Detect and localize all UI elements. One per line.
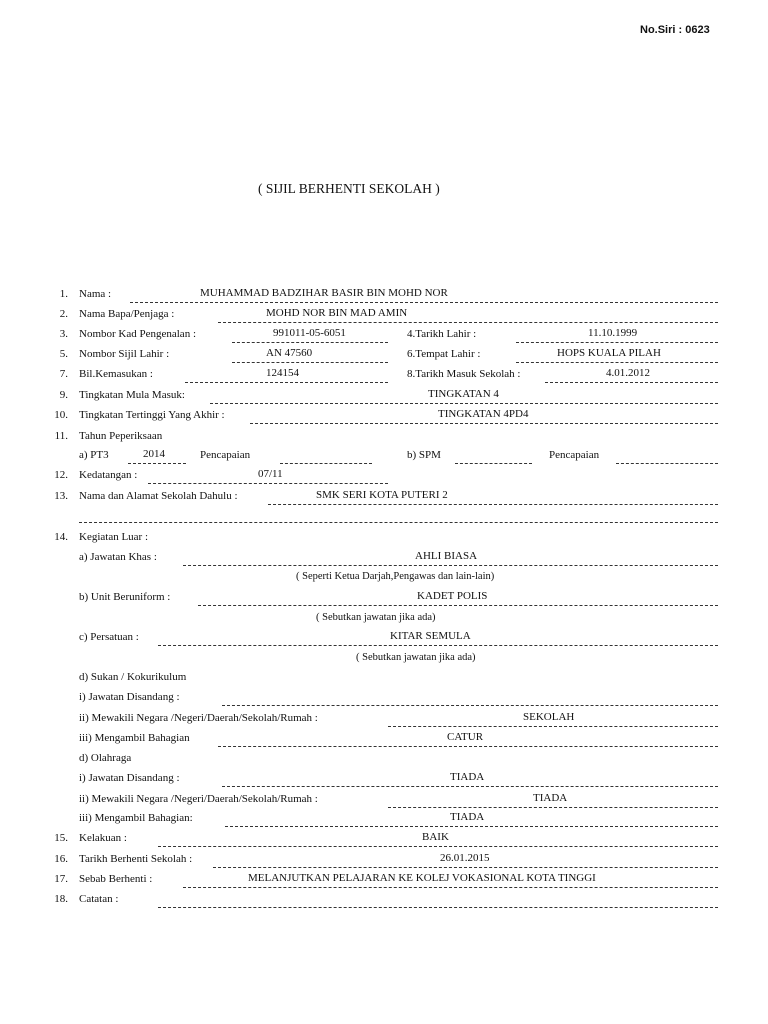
exam-year-label: Tahun Peperiksaan: [79, 430, 163, 442]
conduct-value: BAIK: [422, 831, 449, 843]
special-post-line: [183, 565, 718, 566]
ic-line: [232, 342, 388, 343]
sports-represent-value: SEKOLAH: [523, 711, 575, 723]
row-10-number: 10.: [54, 409, 68, 421]
spm-label: b) SPM: [407, 449, 441, 461]
remarks-label: Catatan :: [79, 893, 119, 905]
pt3-result-line: [280, 463, 372, 464]
leave-reason-label: Sebab Berhenti :: [79, 873, 153, 885]
club-label: c) Persatuan :: [79, 631, 139, 643]
pob-value: HOPS KUALA PILAH: [557, 347, 661, 359]
pt3-year-line: [128, 463, 186, 464]
athletics-participate-label: iii) Mengambil Bahagian:: [79, 812, 193, 824]
sports-participate-label: iii) Mengambil Bahagian: [79, 732, 190, 744]
remarks-line: [158, 907, 718, 908]
athletics-represent-value: TIADA: [533, 792, 568, 804]
name-value: MUHAMMAD BADZIHAR BASIR BIN MOHD NOR: [200, 287, 448, 299]
special-post-value: AHLI BIASA: [415, 550, 478, 562]
prev-school-value: SMK SERI KOTA PUTERI 2: [316, 489, 448, 501]
athletics-participate-value: TIADA: [450, 811, 485, 823]
special-post-label: a) Jawatan Khas :: [79, 551, 157, 563]
row-13-number: 13.: [54, 490, 68, 502]
athletics-represent-line: [388, 807, 718, 808]
row-15-number: 15.: [54, 832, 68, 844]
admission-value: 124154: [266, 367, 299, 379]
leave-date-value: 26.01.2015: [440, 852, 490, 864]
name-label: Nama :: [79, 288, 112, 300]
spm-year-line: [455, 463, 532, 464]
sports-label: d) Sukan / Kokurikulum: [79, 671, 187, 683]
pt3-year: 2014: [143, 448, 165, 460]
row-9-number: 9.: [59, 389, 68, 401]
leave-date-line: [213, 867, 718, 868]
club-note: ( Sebutkan jawatan jika ada): [356, 652, 476, 663]
pt3-label: a) PT3: [79, 449, 109, 461]
entry-date-line: [545, 382, 718, 383]
highest-form-line: [250, 423, 718, 424]
birthcert-line: [232, 362, 388, 363]
leave-reason-line: [183, 887, 718, 888]
row-11-number: 11.: [54, 430, 68, 442]
club-line: [158, 645, 718, 646]
highest-form-value: TINGKATAN 4PD4: [438, 408, 529, 420]
start-form-line: [210, 403, 718, 404]
row-5-number: 5.: [59, 348, 68, 360]
row-7-number: 7.: [59, 368, 68, 380]
entry-date-value: 4.01.2012: [606, 367, 650, 379]
uniform-unit-label: b) Unit Beruniform :: [79, 591, 171, 603]
attendance-line: [148, 483, 388, 484]
conduct-line: [158, 846, 718, 847]
birthcert-value: AN 47560: [266, 347, 313, 359]
sports-represent-label: ii) Mewakili Negara /Negeri/Daerah/Sekolah/Rumah :: [79, 712, 318, 724]
row-2-number: 2.: [59, 308, 68, 320]
club-value: KITAR SEMULA: [390, 630, 471, 642]
pob-line: [516, 362, 718, 363]
sports-post-line: [222, 705, 718, 706]
name-line: [130, 302, 718, 303]
leave-reason-value: MELANJUTKAN PELAJARAN KE KOLEJ VOKASIONAL KOTA TINGGI: [248, 872, 596, 884]
row-17-number: 17.: [54, 873, 68, 885]
start-form-value: TINGKATAN 4: [428, 388, 499, 400]
prev-school-line-2: [79, 522, 718, 523]
dob-value: 11.10.1999: [588, 327, 638, 339]
document-title: ( SIJIL BERHENTI SEKOLAH ): [258, 181, 440, 196]
parent-label: Nama Bapa/Penjaga :: [79, 308, 175, 320]
attendance-label: Kedatangan :: [79, 469, 138, 481]
activities-label: Kegiatan Luar :: [79, 531, 149, 543]
special-post-note: ( Seperti Ketua Darjah,Pengawas dan lain-lain): [296, 571, 495, 582]
leave-date-label: Tarikh Berhenti Sekolah :: [79, 853, 193, 865]
sports-post-label: i) Jawatan Disandang :: [79, 691, 180, 703]
sports-represent-line: [388, 726, 718, 727]
prev-school-label: Nama dan Alamat Sekolah Dahulu :: [79, 490, 238, 502]
attendance-value: 07/11: [258, 468, 283, 480]
entry-date-label: 8.Tarikh Masuk Sekolah :: [407, 368, 521, 380]
athletics-label: d) Olahraga: [79, 752, 132, 764]
row-12-number: 12.: [54, 469, 68, 481]
athletics-represent-label: ii) Mewakili Negara /Negeri/Daerah/Sekolah/Rumah :: [79, 793, 318, 805]
row-16-number: 16.: [54, 853, 68, 865]
highest-form-label: Tingkatan Tertinggi Yang Akhir :: [79, 409, 225, 421]
pob-label: 6.Tempat Lahir :: [407, 348, 481, 360]
row-1-number: 1.: [59, 288, 68, 300]
ic-value: 991011-05-6051: [273, 327, 346, 339]
conduct-label: Kelakuan :: [79, 832, 127, 844]
athletics-participate-line: [225, 826, 718, 827]
prev-school-line: [268, 504, 718, 505]
pt3-result-label: Pencapaian: [200, 449, 251, 461]
start-form-label: Tingkatan Mula Masuk:: [79, 389, 185, 401]
athletics-post-label: i) Jawatan Disandang :: [79, 772, 180, 784]
uniform-unit-note: ( Sebutkan jawatan jika ada): [316, 612, 436, 623]
sports-participate-value: CATUR: [447, 731, 484, 743]
athletics-post-line: [222, 786, 718, 787]
spm-result-line: [616, 463, 718, 464]
spm-result-label: Pencapaian: [549, 449, 600, 461]
sports-participate-line: [218, 746, 718, 747]
serial-number: No.Siri : 0623: [640, 24, 710, 36]
birthcert-label: Nombor Sijil Lahir :: [79, 348, 170, 360]
row-3-number: 3.: [59, 328, 68, 340]
row-18-number: 18.: [54, 893, 68, 905]
athletics-post-value: TIADA: [450, 771, 485, 783]
parent-line: [218, 322, 718, 323]
dob-line: [516, 342, 718, 343]
uniform-unit-line: [198, 605, 718, 606]
dob-label: 4.Tarikh Lahir :: [407, 328, 477, 340]
admission-label: Bil.Kemasukan :: [79, 368, 153, 380]
ic-label: Nombor Kad Pengenalan :: [79, 328, 196, 340]
parent-value: MOHD NOR BIN MAD AMIN: [266, 307, 408, 319]
uniform-unit-value: KADET POLIS: [417, 590, 488, 602]
admission-line: [185, 382, 388, 383]
row-14-number: 14.: [54, 531, 68, 543]
